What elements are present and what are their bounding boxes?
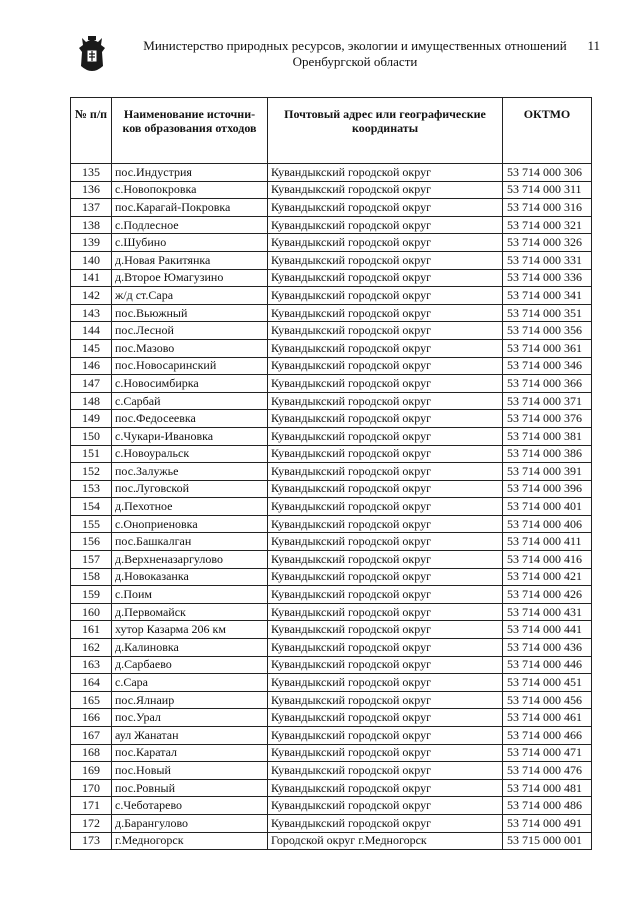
address: Кувандыкский городской округ: [268, 639, 503, 657]
source-name: д.Новая Ракитянка: [112, 251, 268, 269]
source-name: пос.Ялнаир: [112, 691, 268, 709]
column-header-oktmo: ОКТМО: [503, 98, 592, 164]
header-ministry-title: Министерство природных ресурсов, экологии и имущественных отношений: [143, 38, 567, 53]
oktmo-code: 53 714 000 416: [503, 551, 592, 569]
row-number: 144: [71, 322, 112, 340]
table-header-row: [71, 98, 592, 164]
oktmo-code: 53 714 000 311: [503, 181, 592, 199]
row-number: 157: [71, 551, 112, 569]
table-row: [71, 674, 592, 692]
source-name: пос.Индустрия: [112, 164, 268, 182]
row-number: 148: [71, 392, 112, 410]
row-number: 145: [71, 339, 112, 357]
oktmo-code: 53 714 000 321: [503, 216, 592, 234]
table-row: [71, 287, 592, 305]
address: Кувандыкский городской округ: [268, 287, 503, 305]
oktmo-code: 53 714 000 316: [503, 199, 592, 217]
row-number: 154: [71, 498, 112, 516]
row-number: 139: [71, 234, 112, 252]
oktmo-code: 53 714 000 326: [503, 234, 592, 252]
address: Кувандыкский городской округ: [268, 164, 503, 182]
column-header-source-name: Наименование источни-ков образования отходов: [112, 98, 268, 164]
row-number: 170: [71, 779, 112, 797]
address: Кувандыкский городской округ: [268, 797, 503, 815]
oktmo-code: 53 714 000 456: [503, 691, 592, 709]
address: Кувандыкский городской округ: [268, 621, 503, 639]
address: Кувандыкский городской округ: [268, 410, 503, 428]
row-number: 142: [71, 287, 112, 305]
row-number: 172: [71, 814, 112, 832]
oktmo-code: 53 714 000 431: [503, 603, 592, 621]
source-name: д.Второе Юмагузино: [112, 269, 268, 287]
oktmo-code: 53 714 000 351: [503, 304, 592, 322]
row-number: 169: [71, 762, 112, 780]
row-number: 163: [71, 656, 112, 674]
table-row: [71, 779, 592, 797]
oktmo-code: 53 714 000 361: [503, 339, 592, 357]
row-number: 136: [71, 181, 112, 199]
row-number: 165: [71, 691, 112, 709]
table-row: [71, 339, 592, 357]
oktmo-code: 53 714 000 371: [503, 392, 592, 410]
source-name: с.Сарбай: [112, 392, 268, 410]
source-name: пос.Новосаринский: [112, 357, 268, 375]
source-name: с.Оноприеновка: [112, 515, 268, 533]
address: Кувандыкский городской округ: [268, 181, 503, 199]
oktmo-code: 53 714 000 451: [503, 674, 592, 692]
table-row: [71, 603, 592, 621]
table-row: [71, 639, 592, 657]
table-row: [71, 445, 592, 463]
row-number: 151: [71, 445, 112, 463]
address: Кувандыкский городской округ: [268, 727, 503, 745]
oktmo-code: 53 714 000 481: [503, 779, 592, 797]
oktmo-code: 53 714 000 386: [503, 445, 592, 463]
oktmo-code: 53 714 000 491: [503, 814, 592, 832]
row-number: 166: [71, 709, 112, 727]
source-name: д.Пехотное: [112, 498, 268, 516]
source-name: д.Верхненазаргулово: [112, 551, 268, 569]
oktmo-code: 53 714 000 411: [503, 533, 592, 551]
oktmo-code: 53 714 000 396: [503, 480, 592, 498]
row-number: 164: [71, 674, 112, 692]
table-row: [71, 656, 592, 674]
row-number: 150: [71, 427, 112, 445]
address: Кувандыкский городской округ: [268, 814, 503, 832]
table-row: [71, 375, 592, 393]
row-number: 147: [71, 375, 112, 393]
row-number: 140: [71, 251, 112, 269]
oktmo-code: 53 714 000 366: [503, 375, 592, 393]
source-name: с.Сара: [112, 674, 268, 692]
table-row: [71, 533, 592, 551]
table-row: [71, 480, 592, 498]
address: Кувандыкский городской округ: [268, 375, 503, 393]
row-number: 161: [71, 621, 112, 639]
table-row: [71, 357, 592, 375]
source-name: пос.Ровный: [112, 779, 268, 797]
table-row: [71, 709, 592, 727]
table-row: [71, 551, 592, 569]
oktmo-code: 53 714 000 441: [503, 621, 592, 639]
table-row: [71, 216, 592, 234]
address: Кувандыкский городской округ: [268, 427, 503, 445]
source-name: д.Сарбаево: [112, 656, 268, 674]
oktmo-code: 53 714 000 466: [503, 727, 592, 745]
table-row: [71, 797, 592, 815]
row-number: 135: [71, 164, 112, 182]
oktmo-code: 53 714 000 461: [503, 709, 592, 727]
source-name: пос.Каратал: [112, 744, 268, 762]
row-number: 167: [71, 727, 112, 745]
oktmo-code: 53 714 000 381: [503, 427, 592, 445]
source-name: пос.Мазово: [112, 339, 268, 357]
address: Кувандыкский городской округ: [268, 339, 503, 357]
row-number: 149: [71, 410, 112, 428]
source-name: пос.Новый: [112, 762, 268, 780]
address: Кувандыкский городской округ: [268, 216, 503, 234]
table-row: [71, 304, 592, 322]
row-number: 141: [71, 269, 112, 287]
table-row: [71, 691, 592, 709]
source-name: с.Новоуральск: [112, 445, 268, 463]
row-number: 152: [71, 463, 112, 481]
table-row: [71, 568, 592, 586]
address: Кувандыкский городской округ: [268, 199, 503, 217]
source-name: д.Новоказанка: [112, 568, 268, 586]
header-region: Оренбургской области: [292, 54, 418, 69]
row-number: 153: [71, 480, 112, 498]
source-name: пос.Федосеевка: [112, 410, 268, 428]
address: Кувандыкский городской округ: [268, 533, 503, 551]
address: Кувандыкский городской округ: [268, 234, 503, 252]
row-number: 162: [71, 639, 112, 657]
table-row: [71, 181, 592, 199]
table-row: [71, 410, 592, 428]
source-name: д.Барангулово: [112, 814, 268, 832]
address: Кувандыкский городской округ: [268, 762, 503, 780]
address: Кувандыкский городской округ: [268, 445, 503, 463]
oktmo-code: 53 714 000 421: [503, 568, 592, 586]
address: Кувандыкский городской округ: [268, 656, 503, 674]
oktmo-code: 53 714 000 486: [503, 797, 592, 815]
row-number: 168: [71, 744, 112, 762]
address: Кувандыкский городской округ: [268, 392, 503, 410]
address: Кувандыкский городской округ: [268, 603, 503, 621]
address: Кувандыкский городской округ: [268, 269, 503, 287]
row-number: 159: [71, 586, 112, 604]
address: Кувандыкский городской округ: [268, 586, 503, 604]
oktmo-code: 53 714 000 476: [503, 762, 592, 780]
row-number: 156: [71, 533, 112, 551]
oktmo-code: 53 714 000 391: [503, 463, 592, 481]
column-header-number: № п/п: [71, 98, 112, 164]
address: Кувандыкский городской округ: [268, 251, 503, 269]
oktmo-code: 53 714 000 356: [503, 322, 592, 340]
source-name: д.Калиновка: [112, 639, 268, 657]
address: Кувандыкский городской округ: [268, 568, 503, 586]
table-row: [71, 463, 592, 481]
table-row: [71, 269, 592, 287]
address: Кувандыкский городской округ: [268, 744, 503, 762]
source-name: аул Жанатан: [112, 727, 268, 745]
source-name: хутор Казарма 206 км: [112, 621, 268, 639]
source-name: пос.Луговской: [112, 480, 268, 498]
source-name: с.Поим: [112, 586, 268, 604]
source-name: с.Чукари-Ивановка: [112, 427, 268, 445]
address: Городской округ г.Медногорск: [268, 832, 503, 850]
source-name: пос.Лесной: [112, 322, 268, 340]
oktmo-code: 53 714 000 336: [503, 269, 592, 287]
oktmo-code: 53 714 000 306: [503, 164, 592, 182]
row-number: 146: [71, 357, 112, 375]
table-row: [71, 515, 592, 533]
oktmo-code: 53 714 000 446: [503, 656, 592, 674]
oktmo-code: 53 714 000 406: [503, 515, 592, 533]
table-row: [71, 322, 592, 340]
table-row: [71, 814, 592, 832]
row-number: 171: [71, 797, 112, 815]
address: Кувандыкский городской округ: [268, 498, 503, 516]
oktmo-code: 53 714 000 346: [503, 357, 592, 375]
source-name: пос.Карагай-Покровка: [112, 199, 268, 217]
oktmo-code: 53 714 000 331: [503, 251, 592, 269]
source-name: с.Новосимбирка: [112, 375, 268, 393]
address: Кувандыкский городской округ: [268, 779, 503, 797]
source-name: пос.Башкалган: [112, 533, 268, 551]
table-row: [71, 251, 592, 269]
source-name: с.Шубино: [112, 234, 268, 252]
address: Кувандыкский городской округ: [268, 691, 503, 709]
table-row: [71, 427, 592, 445]
row-number: 143: [71, 304, 112, 322]
table-row: [71, 199, 592, 217]
oktmo-code: 53 715 000 001: [503, 832, 592, 850]
source-name: д.Первомайск: [112, 603, 268, 621]
address: Кувандыкский городской округ: [268, 480, 503, 498]
coat-of-arms-icon: [76, 36, 108, 76]
row-number: 160: [71, 603, 112, 621]
address: Кувандыкский городской округ: [268, 551, 503, 569]
table-row: [71, 762, 592, 780]
address: Кувандыкский городской округ: [268, 357, 503, 375]
waste-sources-table: [70, 97, 592, 850]
source-name: с.Подлесное: [112, 216, 268, 234]
oktmo-code: 53 714 000 426: [503, 586, 592, 604]
table-row: [71, 727, 592, 745]
table-row: [71, 744, 592, 762]
page-number: 11: [587, 38, 600, 53]
oktmo-code: 53 714 000 471: [503, 744, 592, 762]
table-row: [71, 832, 592, 850]
table-row: [71, 498, 592, 516]
column-header-address: Почтовый адрес или географические координаты: [268, 98, 503, 164]
oktmo-code: 53 714 000 436: [503, 639, 592, 657]
row-number: 158: [71, 568, 112, 586]
address: Кувандыкский городской округ: [268, 515, 503, 533]
row-number: 173: [71, 832, 112, 850]
source-name: с.Чеботарево: [112, 797, 268, 815]
row-number: 137: [71, 199, 112, 217]
source-name: ж/д ст.Сара: [112, 287, 268, 305]
oktmo-code: 53 714 000 376: [503, 410, 592, 428]
source-name: пос.Урал: [112, 709, 268, 727]
table-row: [71, 234, 592, 252]
table-row: [71, 621, 592, 639]
table-row: [71, 164, 592, 182]
source-name: пос.Залужье: [112, 463, 268, 481]
address: Кувандыкский городской округ: [268, 322, 503, 340]
table-row: [71, 392, 592, 410]
oktmo-code: 53 714 000 341: [503, 287, 592, 305]
address: Кувандыкский городской округ: [268, 304, 503, 322]
address: Кувандыкский городской округ: [268, 463, 503, 481]
source-name: пос.Вьюжный: [112, 304, 268, 322]
oktmo-code: 53 714 000 401: [503, 498, 592, 516]
address: Кувандыкский городской округ: [268, 709, 503, 727]
row-number: 155: [71, 515, 112, 533]
source-name: г.Медногорск: [112, 832, 268, 850]
row-number: 138: [71, 216, 112, 234]
address: Кувандыкский городской округ: [268, 674, 503, 692]
source-name: с.Новопокровка: [112, 181, 268, 199]
table-row: [71, 586, 592, 604]
